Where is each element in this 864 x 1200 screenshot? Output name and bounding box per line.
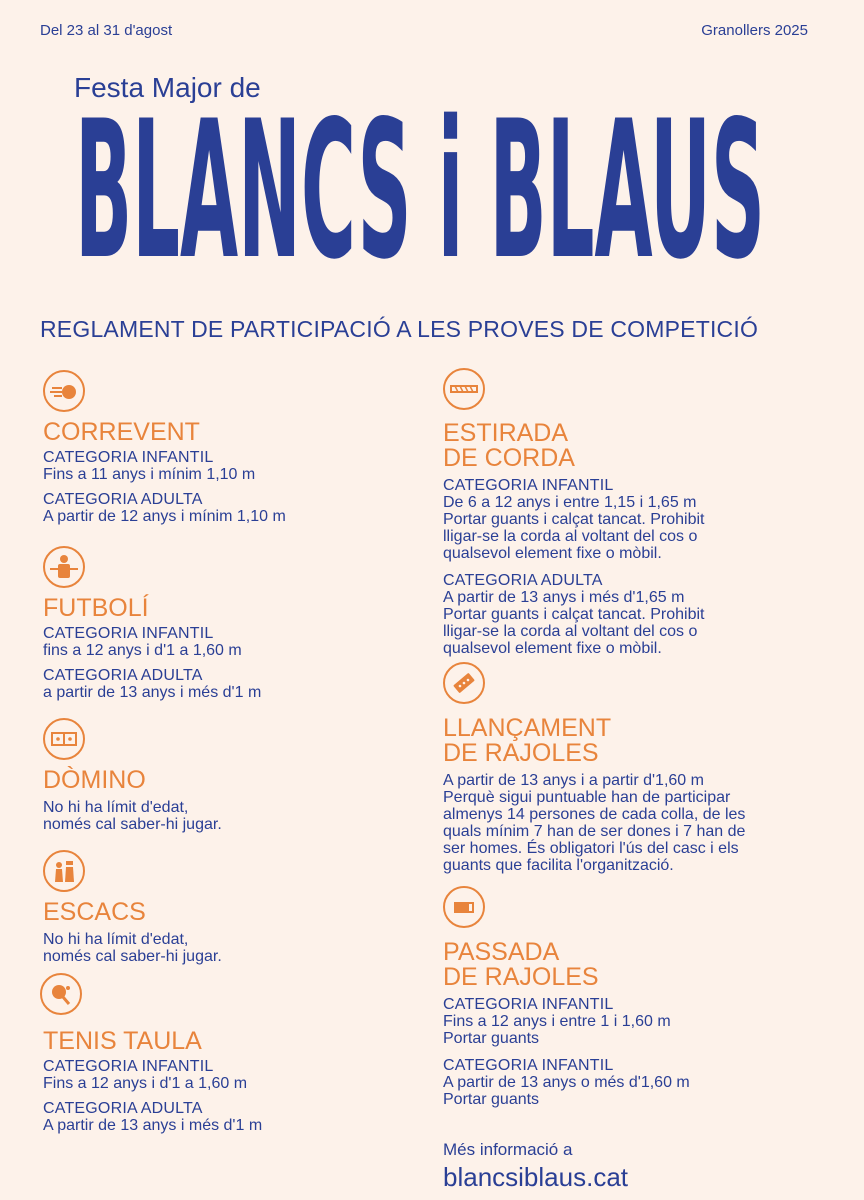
estirada-cat1-l2: Portar guants i calçat tancat. Prohibit bbox=[443, 511, 705, 528]
more-info bbox=[443, 1140, 823, 1193]
section-tenis-taula bbox=[40, 973, 400, 1134]
escacs-title: ESCACS bbox=[43, 898, 146, 926]
domino-icon bbox=[43, 718, 85, 760]
estirada-title-1: ESTIRADA bbox=[443, 419, 569, 447]
tile-pass-icon bbox=[443, 886, 485, 928]
passada-cat1-l1: Fins a 12 anys i entre 1 i 1,60 m bbox=[443, 1013, 671, 1030]
domino-line2: només cal saber-hi jugar. bbox=[43, 816, 222, 833]
tenis-cat2-text: A partir de 13 anys i més d'1 m bbox=[43, 1117, 263, 1134]
llancament-l4: quals mínim 7 han de ser dones i 7 han de bbox=[443, 823, 746, 840]
passada-title-1: PASSADA bbox=[443, 938, 560, 966]
chess-icon bbox=[43, 850, 85, 892]
correvent-title: CORREVENT bbox=[43, 418, 200, 446]
dates-text: Del 23 al 31 d'agost bbox=[40, 22, 173, 39]
llancament-l2: Perquè sigui puntuable han de participar bbox=[443, 789, 731, 806]
estirada-cat2-label: CATEGORIA ADULTA bbox=[443, 572, 603, 589]
estirada-cat1-l1: De 6 a 12 anys i entre 1,15 i 1,65 m bbox=[443, 494, 697, 511]
festa-major-heading: Festa Major de bbox=[74, 72, 261, 103]
estirada-cat1-l4: qualsevol element fixe o mòbil. bbox=[443, 545, 662, 562]
estirada-cat2-l2: Portar guants i calçat tancat. Prohibit bbox=[443, 606, 705, 623]
city-year-text: Granollers 2025 bbox=[701, 22, 808, 39]
correvent-cat1-label: CATEGORIA INFANTIL bbox=[43, 449, 214, 466]
more-info-label: Més informació a bbox=[443, 1140, 573, 1159]
section-domino bbox=[43, 718, 403, 833]
correvent-cat2-label: CATEGORIA ADULTA bbox=[43, 491, 203, 508]
llancament-l5: ser homes. És obligatori l'ús del casc i els bbox=[443, 840, 739, 857]
llancament-l6: guants que facilita l'organització. bbox=[443, 857, 674, 874]
futboli-title: FUTBOLÍ bbox=[43, 594, 149, 622]
correvent-cat1-text: Fins a 11 anys i mínim 1,10 m bbox=[43, 466, 256, 483]
section-estirada-corda bbox=[443, 368, 823, 657]
llancament-l1: A partir de 13 anys i a partir d'1,60 m bbox=[443, 772, 704, 789]
escacs-line1: No hi ha límit d'edat, bbox=[43, 931, 189, 948]
passada-cat2-l2: Portar guants bbox=[443, 1091, 540, 1108]
futboli-cat2-text: a partir de 13 anys i més d'1 m bbox=[43, 684, 262, 701]
tenis-cat1-label: CATEGORIA INFANTIL bbox=[43, 1058, 214, 1075]
correvent-cat2-text: A partir de 12 anys i mínim 1,10 m bbox=[43, 508, 286, 525]
passada-title-2: DE RAJOLES bbox=[443, 963, 599, 991]
section-escacs bbox=[43, 850, 403, 965]
passada-cat1-l2: Portar guants bbox=[443, 1030, 540, 1047]
estirada-cat2-l1: A partir de 13 anys i més d'1,65 m bbox=[443, 589, 685, 606]
futboli-cat1-label: CATEGORIA INFANTIL bbox=[43, 625, 214, 642]
llancament-title-1: LLANÇAMENT bbox=[443, 714, 612, 742]
section-futboli bbox=[43, 546, 403, 701]
website-link[interactable]: blancsiblaus.cat bbox=[443, 1162, 628, 1192]
domino-line1: No hi ha límit d'edat, bbox=[43, 799, 189, 816]
section-llancament-rajoles bbox=[443, 662, 823, 874]
tenis-cat1-text: Fins a 12 anys i d'1 a 1,60 m bbox=[43, 1075, 248, 1092]
futboli-cat2-label: CATEGORIA ADULTA bbox=[43, 667, 203, 684]
passada-cat2-label: CATEGORIA INFANTIL bbox=[443, 1057, 614, 1074]
tenis-title: TENIS TAULA bbox=[43, 1027, 202, 1055]
futboli-cat1-text: fins a 12 anys i d'1 a 1,60 m bbox=[43, 642, 242, 659]
tile-throw-icon bbox=[443, 662, 485, 704]
estirada-cat1-label: CATEGORIA INFANTIL bbox=[443, 477, 614, 494]
llancament-title-2: DE RAJOLES bbox=[443, 739, 599, 767]
main-title-text: BLANCS i BLAUS bbox=[75, 108, 765, 278]
section-correvent bbox=[43, 370, 403, 525]
section-passada-rajoles bbox=[443, 886, 823, 1108]
rope-icon bbox=[443, 368, 485, 410]
llancament-l3: almenys 14 persones de cada colla, de les bbox=[443, 806, 746, 823]
estirada-cat2-l4: qualsevol element fixe o mòbil. bbox=[443, 640, 662, 657]
main-title bbox=[70, 108, 770, 278]
domino-title: DÒMINO bbox=[43, 766, 146, 794]
passada-cat1-label: CATEGORIA INFANTIL bbox=[443, 996, 614, 1013]
escacs-line2: només cal saber-hi jugar. bbox=[43, 948, 222, 965]
estirada-cat1-l3: lligar-se la corda al voltant del cos o bbox=[443, 528, 698, 545]
ping-pong-icon bbox=[40, 973, 82, 1015]
rules-heading: REGLAMENT DE PARTICIPACIÓ A LES PROVES DE COMPETICIÓ bbox=[40, 316, 759, 342]
estirada-title-2: DE CORDA bbox=[443, 444, 575, 472]
estirada-cat2-l3: lligar-se la corda al voltant del cos o bbox=[443, 623, 698, 640]
foosball-icon bbox=[43, 546, 85, 588]
runner-icon bbox=[43, 370, 85, 412]
tenis-cat2-label: CATEGORIA ADULTA bbox=[43, 1100, 203, 1117]
passada-cat2-l1: A partir de 13 anys o més d'1,60 m bbox=[443, 1074, 690, 1091]
